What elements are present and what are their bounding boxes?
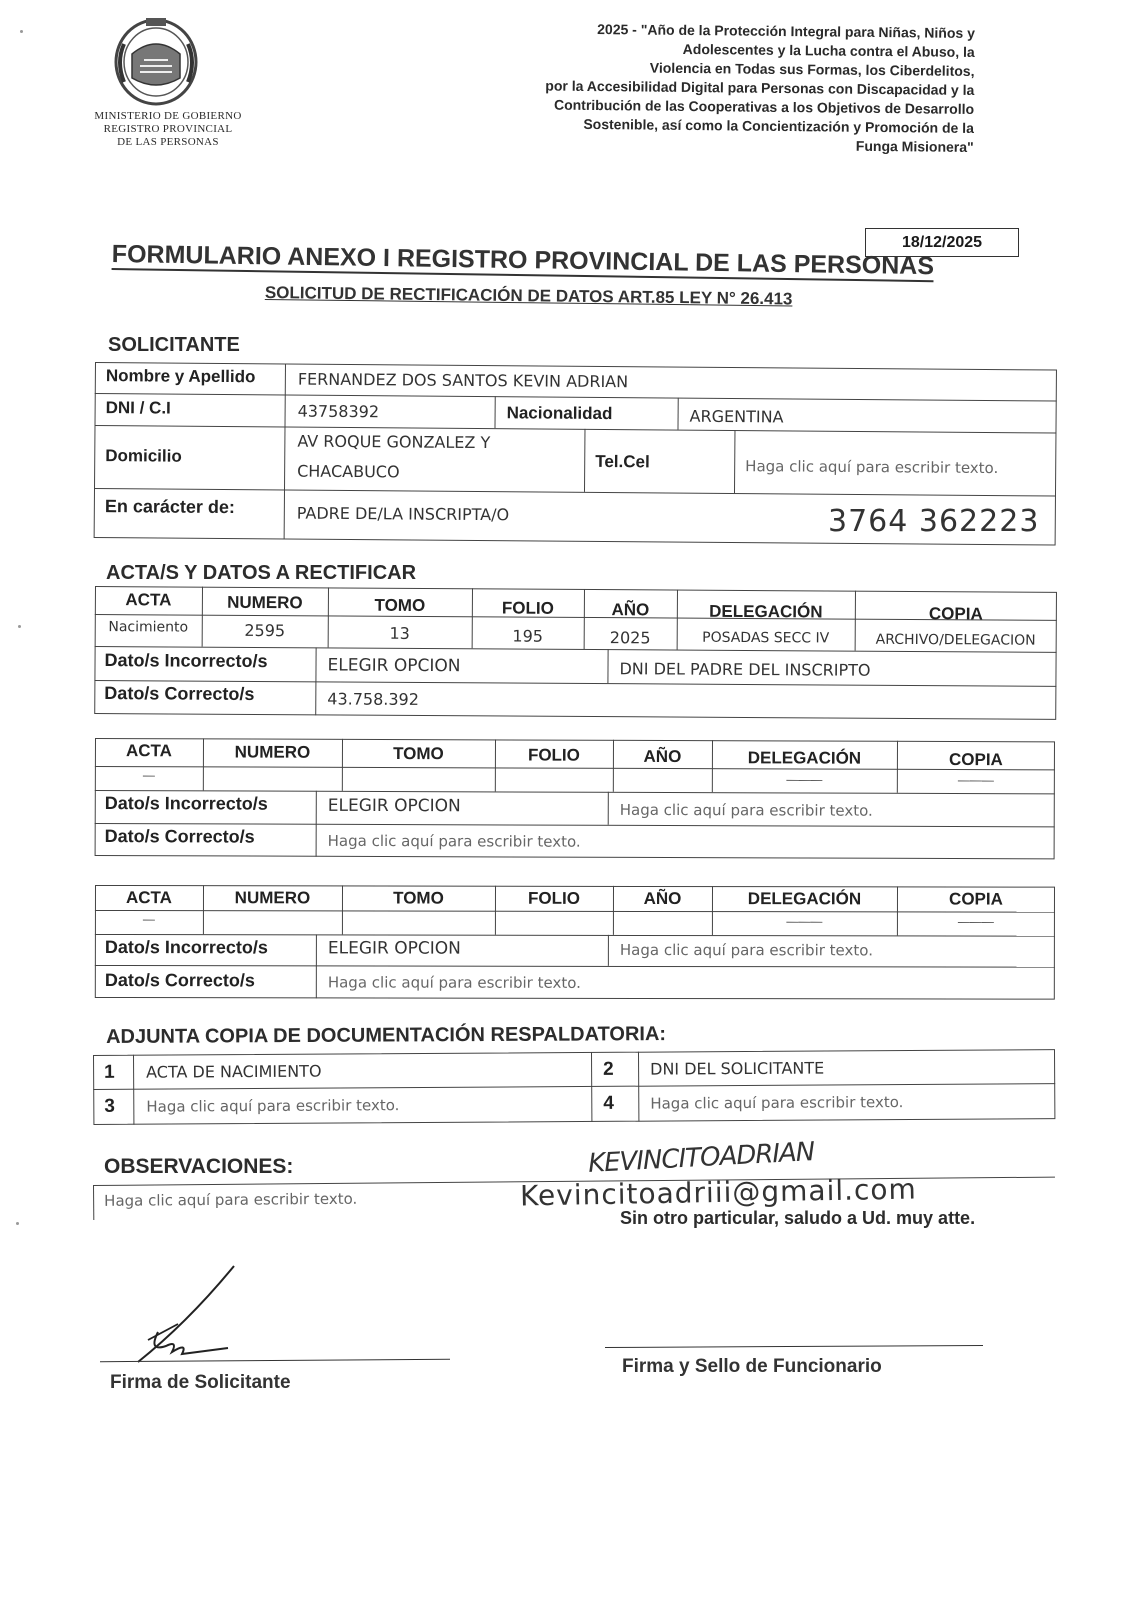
correct-text-field[interactable]: Haga clic aquí para escribir texto. [327,831,581,851]
domicilio-label: Domicilio [105,446,182,466]
motto-line: Contribución de las Cooperativas a los Objetivos de Desarrollo [553,96,975,117]
nacionalidad-field[interactable]: ARGENTINA [689,406,784,427]
nombre-label: Nombre y Apellido [105,366,256,387]
date-field[interactable]: 18/12/2025 [865,228,1019,257]
numero-cell[interactable]: 2595 [244,620,286,641]
caracter-label: En carácter de: [104,496,236,518]
col-tomo: TOMO [374,595,426,616]
doc-1-field[interactable]: ACTA DE NACIMIENTO [146,1061,322,1082]
copia-cell[interactable]: ARCHIVO/DELEGACION [875,631,1036,649]
form-subtitle: SOLICITUD DE RECTIFICACIÓN DE DATOS ART.85 LEY N° 26.413 [264,283,793,309]
observaciones-heading: OBSERVACIONES: [104,1155,294,1178]
ministry-line: MINISTERIO DE GOBIERNO [94,110,242,122]
col-numero: NUMERO [234,742,311,762]
doc-4-field[interactable]: Haga clic aquí para escribir texto. [650,1093,904,1113]
col-copia: COPIA [948,749,1003,770]
col-anio: AÑO [611,600,650,620]
col-folio: FOLIO [501,598,554,618]
form-title-text: FORMULARIO ANEXO I REGISTRO PROVINCIAL DE LAS PERSONAS [111,240,935,281]
motto-line: Sostenible, así como la Concientización y Promoción de la [583,115,974,136]
doc-3-number: 3 [104,1095,115,1117]
delegacion-cell[interactable]: POSADAS SECC IV [702,629,830,647]
anio-cell[interactable]: 2025 [609,628,651,648]
official-signature-label: Firma y Sello de Funcionario [622,1356,882,1377]
tomo-cell[interactable]: 13 [389,623,410,643]
col-folio: FOLIO [527,745,580,765]
official-signature-line [605,1345,983,1348]
doc-2-field[interactable]: DNI DEL SOLICITANTE [650,1058,825,1079]
col-anio: AÑO [643,888,682,909]
motto-line: 2025 - "Año de la Protección Integral para Niñas, Niños y [597,21,975,41]
delegacion-cell[interactable]: ——— [786,772,823,787]
col-acta: ACTA [125,590,172,610]
actas-heading: ACTA/S Y DATOS A RECTIFICAR [106,562,417,584]
doc-3-field[interactable]: Haga clic aquí para escribir texto. [146,1096,400,1116]
doc-4-number: 4 [603,1092,614,1114]
incorrect-label: Dato/s Incorrecto/s [104,793,268,814]
incorrect-option-select[interactable]: ELEGIR OPCION [327,655,461,677]
dni-field[interactable]: 43758392 [297,401,380,422]
motto-line: por la Accesibilidad Digital para Personas con Discapacidad y la [545,77,975,98]
col-acta: ACTA [125,741,172,761]
incorrect-text-field[interactable]: DNI DEL PADRE DEL INSCRIPTO [619,659,871,680]
incorrect-label: Dato/s Incorrecto/s [104,937,268,958]
correct-label: Dato/s Correcto/s [104,683,255,704]
acta-cell[interactable]: — [142,768,155,783]
correct-label: Dato/s Correcto/s [104,970,255,991]
ministry-name [78,110,258,149]
observaciones-field[interactable]: Haga clic aquí para escribir texto. [104,1189,358,1210]
acta-cell[interactable]: — [142,912,155,927]
correct-text-field[interactable]: 43.758.392 [327,689,419,709]
handwritten-phone: 3764 362223 [828,504,1040,539]
copia-cell[interactable]: ——— [957,914,994,929]
closing-text: Sin otro particular, saludo a Ud. muy atte. [620,1208,976,1228]
folio-cell[interactable]: 195 [512,626,544,646]
ministry-line: DE LAS PERSONAS [117,136,219,148]
domicilio-field-line1[interactable]: AV ROQUE GONZALEZ Y [297,431,491,453]
year-motto [469,19,975,157]
col-numero: NUMERO [227,592,303,613]
applicant-signature-label: Firma de Solicitante [110,1372,291,1393]
doc-2-number: 2 [603,1058,614,1080]
scan-speck [16,1222,19,1225]
delegacion-cell[interactable]: ——— [786,914,823,929]
acta-cell[interactable]: Nacimiento [108,619,189,636]
correct-label: Dato/s Correcto/s [104,826,255,847]
incorrect-option-select[interactable]: ELEGIR OPCION [327,795,461,817]
col-copia: COPIA [928,604,983,624]
incorrect-option-select[interactable]: ELEGIR OPCION [327,938,461,959]
applicant-signature [118,1262,248,1372]
scan-speck [20,30,23,33]
col-acta: ACTA [125,888,172,908]
motto-line: Violencia en Todas sus Formas, los Ciberdelitos, [649,59,975,79]
col-tomo: TOMO [393,888,444,908]
col-numero: NUMERO [234,888,311,908]
solicitante-heading: SOLICITANTE [108,334,240,356]
doc-1-number: 1 [104,1061,115,1083]
telcel-field[interactable]: Haga clic aquí para escribir texto. [745,457,999,478]
col-tomo: TOMO [393,744,444,764]
adjunta-heading: ADJUNTA COPIA DE DOCUMENTACIÓN RESPALDATORIA: [106,1023,667,1048]
col-delegacion: DELEGACIÓN [747,748,862,768]
col-delegacion: DELEGACIÓN [747,889,862,909]
copia-cell[interactable]: ——— [957,773,994,788]
dni-label: DNI / C.I [105,398,171,418]
nacionalidad-label: Nacionalidad [506,403,613,424]
col-delegacion: DELEGACIÓN [709,601,823,622]
telcel-label: Tel.Cel [595,451,650,472]
nombre-field[interactable]: FERNANDEZ DOS SANTOS KEVIN ADRIAN [297,369,629,392]
incorrect-text-field[interactable]: Haga clic aquí para escribir texto. [619,940,873,960]
scan-speck [18,625,21,628]
caracter-field[interactable]: PADRE DE/LA INSCRIPTA/O [296,503,510,525]
province-seal-logo [110,14,202,106]
handwritten-email: Kevincitoadriii@gmail.com [519,1172,918,1213]
incorrect-label: Dato/s Incorrecto/s [104,650,268,672]
correct-text-field[interactable]: Haga clic aquí para escribir texto. [327,973,581,992]
ministry-line: REGISTRO PROVINCIAL [103,123,233,135]
col-copia: COPIA [949,889,1003,909]
col-folio: FOLIO [527,888,580,908]
handwritten-scribble: KEVINCITOADRIAN [587,1137,815,1179]
col-anio: AÑO [643,746,682,767]
motto-line: Funga Misionera" [855,137,974,155]
incorrect-text-field[interactable]: Haga clic aquí para escribir texto. [619,800,873,820]
motto-line: Adolescentes y la Lucha contra el Abuso, la [682,40,975,60]
domicilio-field-line2[interactable]: CHACABUCO [297,461,400,482]
